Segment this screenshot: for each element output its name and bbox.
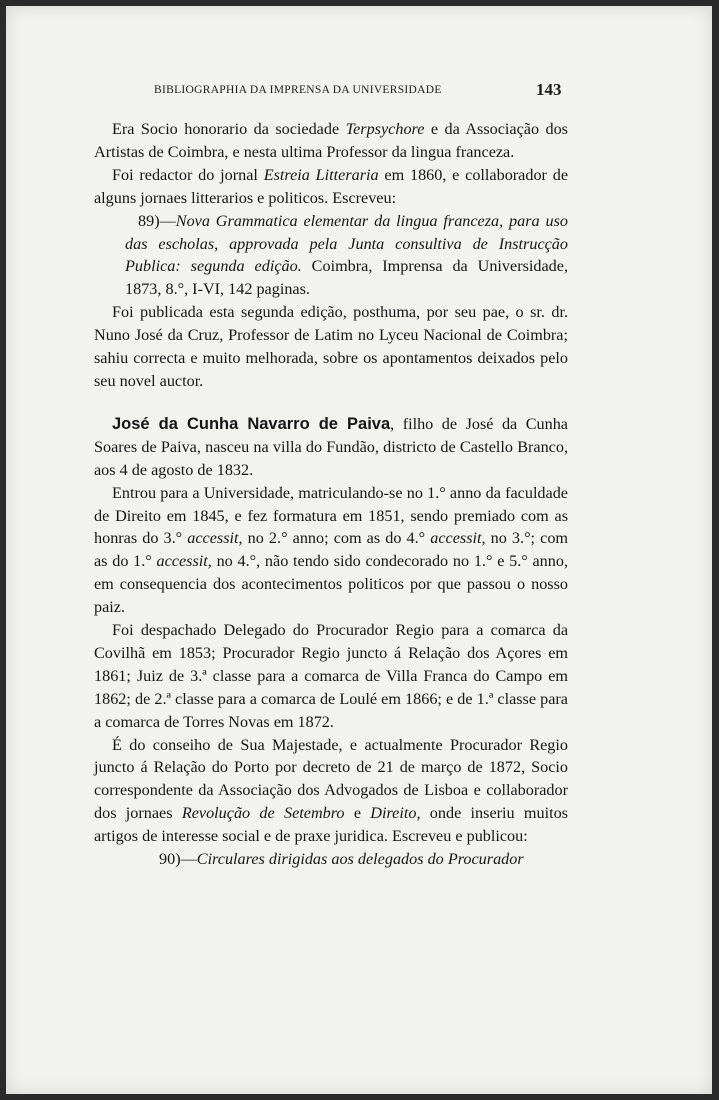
paragraph: Era Socio honorario da sociedade Terpsychore e da Associação dos Artistas de Coimbra, e nesta ultima Professor da lingua franceza. <box>94 120 568 161</box>
paragraph: Foi redactor do jornal Estreia Litteraria em 1860, e collaborador de alguns jornaes litterarios e politicos. Escreveu: <box>94 165 569 207</box>
paragraph: Entrou para a Universidade, matriculando-se no 1.° anno da faculdade de Direito em 1845, e fez formatura em 1851, sendo premiado com as honras do 3.° accessit, no 2.° anno; com as do 4.° accessit, no 3.°; com as do 1.° accessit, no 4.°, não tendo sido condecorado no 1.° e 5.° anno, em consequencia dos acontecimentos politicos por que passou o nosso paiz. <box>94 483 569 617</box>
bibliography-entry-90: 90)—Circulares dirigidas aos delegados do Procurador <box>159 850 524 869</box>
book-page <box>6 6 712 1094</box>
paragraph: É do conseiho de Sua Majestade, e actualmente Procurador Regio juncto á Relação do Porto por decreto de 21 de março de 1872, Socio correspondente da Associação dos Advogados de Lisboa e collaborador dos jornaes Revolução de Setembro e Direito, onde inseriu muitos artigos de interesse social e de praxe juridica. Escreveu e publicou: <box>94 735 568 846</box>
author-name: José da Cunha Navarro de Paiva <box>112 414 391 433</box>
running-title: BIBLIOGRAPHIA DA IMPRENSA DA UNIVERSIDADE <box>154 84 442 96</box>
paragraph: Foi despachado Delegado do Procurador Regio para a comarca da Covilhã em 1853; Procurador Regio juncto á Relação dos Açores em 1861; Juiz de 3.ª classe para a comarca de Villa Franca do Campo em 1862; de 2.ª classe para a comarca de Loulé em 1866; e de 1.ª classe para a comarca de Torres Novas em 1872. <box>94 621 568 731</box>
bibliography-entry-89: 89)—Nova Grammatica elementar da lingua franceza, para uso das escholas, approvada pela Junta consultiva de Instrucção Publica: segunda edição. Coimbra, Imprensa da Universidade, 1873, 8.°, I-VI, 142 paginas. <box>125 211 569 299</box>
paragraph: Foi publicada esta segunda edição, posthuma, por seu pae, o sr. dr. Nuno José da Cruz, Professor de Latim no Lyceu Nacional de Coimbra; sahiu correcta e muito melhorada, sobre os apontamentos deixados pelo seu novel auctor. <box>94 303 568 390</box>
biography-paragraph: José da Cunha Navarro de Paiva, filho de José da Cunha Soares de Paiva, nasceu na villa do Fundão, districto de Castello Branco, aos 4 de agosto de 1832. <box>94 414 568 479</box>
page-number: 143 <box>536 80 562 99</box>
page-body <box>94 118 568 871</box>
